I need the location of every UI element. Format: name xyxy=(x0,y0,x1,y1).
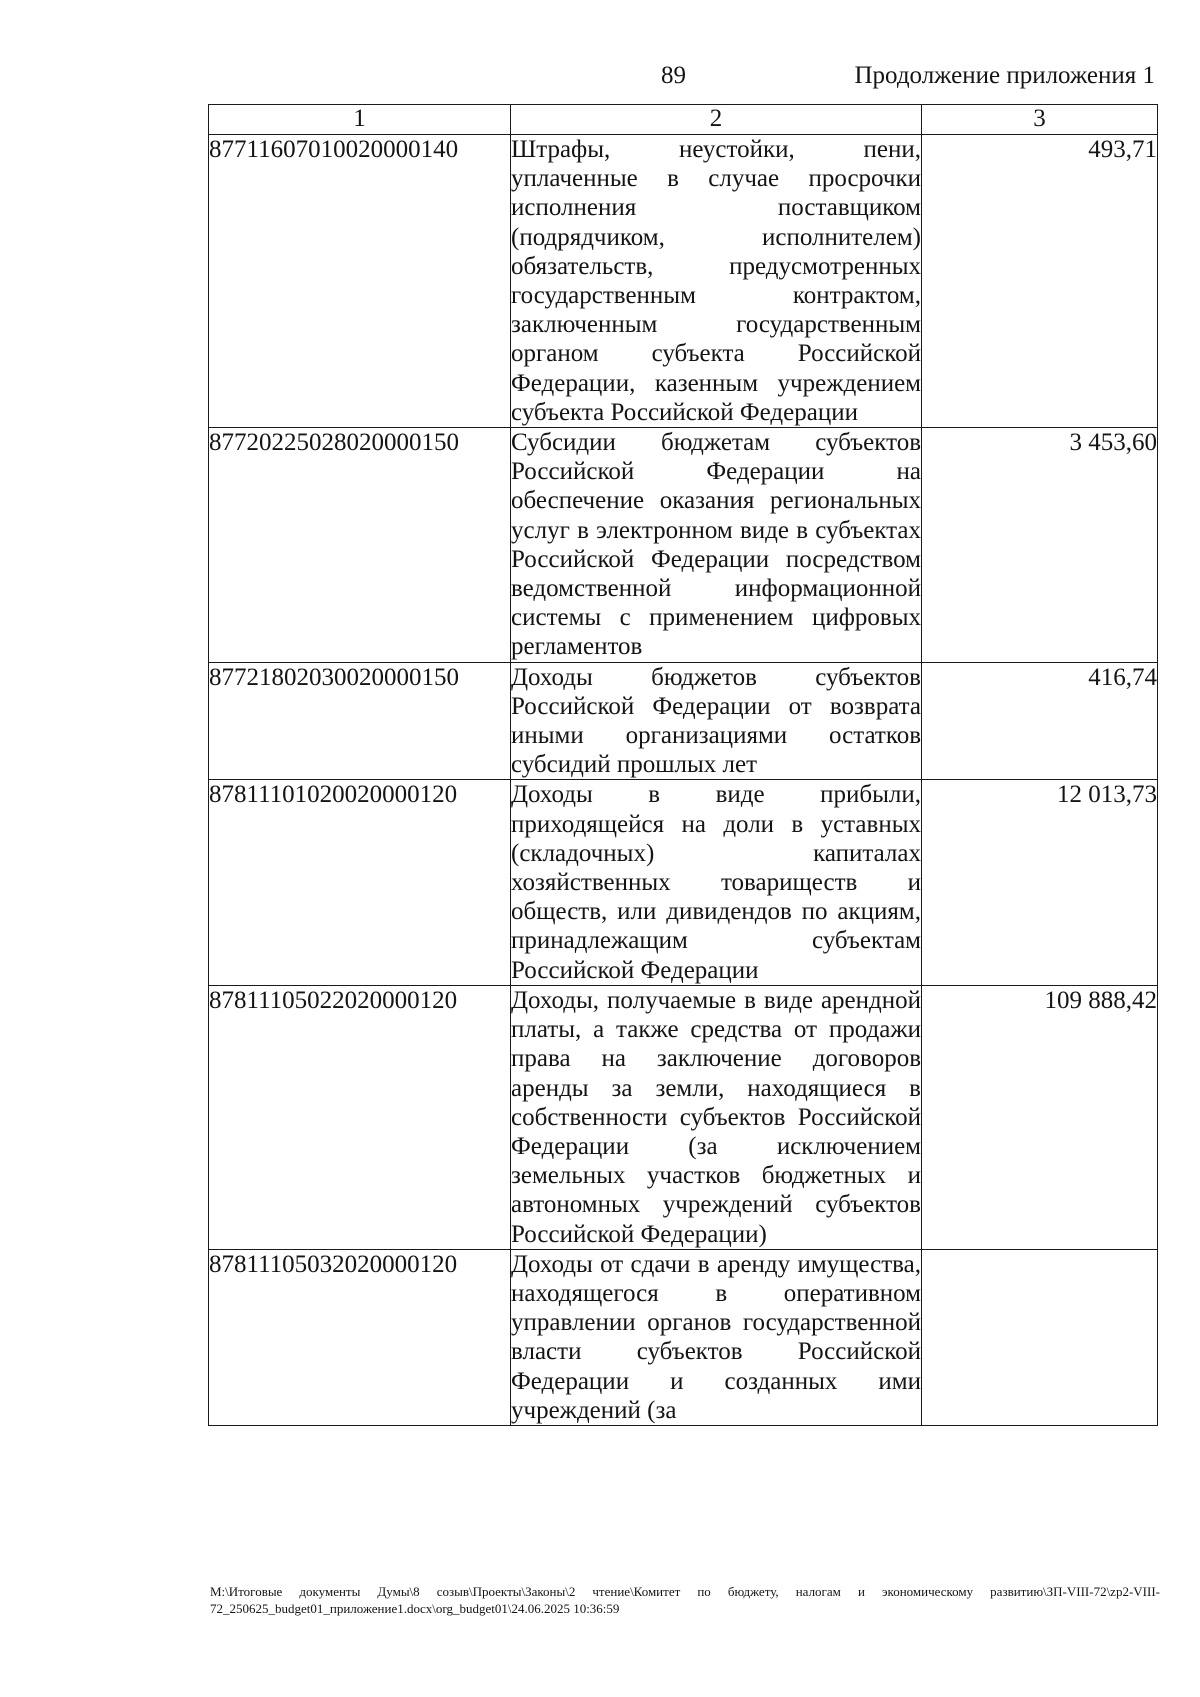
table-row xyxy=(209,780,1158,985)
table-row xyxy=(209,985,1158,1249)
revenue-description: Доходы бюджетов субъектов Российской Федерации от возврата иными организациями остатков субсидий прошлых лет xyxy=(511,663,921,779)
revenue-table xyxy=(208,104,1158,1426)
budget-code: 87811101020020000120 xyxy=(209,780,511,985)
table-row xyxy=(209,662,1158,780)
revenue-description: Штрафы, неустойки, пени, уплаченные в случае просрочки исполнения поставщиком (подрядчиком, исполнителем) обязательств, предусмотренных государственным контрактом, заключенным государственным органом субъекта Российской Федерации, казенным учреждением субъекта Российской Федерации xyxy=(511,136,921,426)
table-row xyxy=(209,135,1158,428)
budget-code: 87721802030020000150 xyxy=(209,662,511,780)
amount: 12 013,73 xyxy=(922,780,1158,985)
budget-code: 87711607010020000140 xyxy=(209,135,511,428)
amount xyxy=(922,1249,1158,1425)
column-header-1: 1 xyxy=(209,105,511,135)
continuation-label: Продолжение приложения 1 xyxy=(854,62,1155,89)
amount: 109 888,42 xyxy=(922,985,1158,1249)
budget-code: 87811105022020000120 xyxy=(209,985,511,1249)
budget-code: 87720225028020000150 xyxy=(209,428,511,663)
amount: 3 453,60 xyxy=(922,428,1158,663)
table-row xyxy=(209,1249,1158,1425)
table-header-row xyxy=(209,105,1158,135)
revenue-description: Субсидии бюджетам субъектов Российской Федерации на обеспечение оказания региональных услуг в электронном виде в субъектах Российской Федерации посредством ведомственной информационной системы с применением цифровых регламентов xyxy=(511,429,921,661)
budget-code: 87811105032020000120 xyxy=(209,1249,511,1425)
column-header-3: 3 xyxy=(922,105,1158,135)
amount: 493,71 xyxy=(922,135,1158,428)
column-header-2: 2 xyxy=(511,105,922,135)
revenue-description: Доходы, получаемые в виде арендной платы, а также средства от продажи права на заключение договоров аренды за земли, находящиеся в собственности субъектов Российской Федерации (за исключением земельных участков бюджетных и автономных учреждений субъектов Российской Федерации) xyxy=(511,986,921,1248)
amount: 416,74 xyxy=(922,662,1158,780)
footer-file-path: M:\Итоговые документы Думы\8 созыв\Проекты\Законы\2 чтение\Комитет по бюджету, налогам и экономическому развитию\ЗП-VIII-72\zp2-VIII-72_250625_budget01_приложение1.docx\org_budget01\24.06.2025 10:36:59 xyxy=(210,1584,1160,1616)
revenue-description: Доходы от сдачи в аренду имущества, находящегося в оперативном управлении органов государственной власти субъектов Российской Федерации и созданных ими учреждений (за xyxy=(511,1250,921,1424)
table-row xyxy=(209,428,1158,663)
page-number: 89 xyxy=(661,62,686,89)
revenue-description: Доходы в виде прибыли, приходящейся на доли в уставных (складочных) капиталах хозяйственных товариществ и обществ, или дивидендов по акциям, принадлежащим субъектам Российской Федерации xyxy=(511,781,921,984)
